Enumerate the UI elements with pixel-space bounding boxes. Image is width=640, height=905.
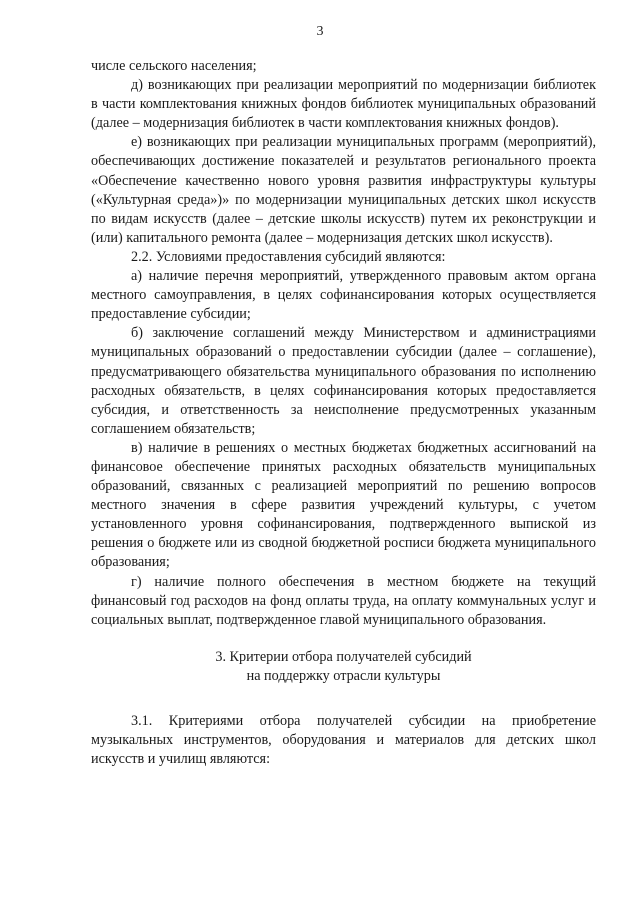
page-number: 3 <box>316 24 324 39</box>
paragraph-condition-g: г) наличие полного обеспечения в местном бюджете на текущий финансовый год расходов на фонд оплаты труда, на оплату коммунальных услуг и социальных выплат, подтвержденное главой муниципального образования. <box>91 573 596 628</box>
section-heading <box>91 648 596 686</box>
paragraph-2-2: 2.2. Условиями предоставления субсидий являются: <box>131 248 446 265</box>
paragraph-condition-b: б) заключение соглашений между Министерством и администрациями муниципальных образований о предоставлении субсидии (далее – соглашение), предусматривающего обязательства муниципального образования по исполнению расходных обязательств, в целях софинансирования которых предоставляется субсидия, и ответственность за неисполнение предусмотренных указанным соглашением обязательств; <box>91 325 596 437</box>
section-heading-line-2: на поддержку отрасли культуры <box>246 667 441 684</box>
paragraph-condition-v: в) наличие в решениях о местных бюджетах бюджетных ассигнований на финансовое обеспечение принятых расходных обязательств муниципальных образований, связанных с реализацией мероприятий по решению вопросов местного значения в сфере развития учреждений культуры, с учетом установленного уровня софинансирования, подтвержденного выпиской из решения о бюджете или из сводной бюджетной росписи бюджета муниципального образования; <box>91 439 596 571</box>
paragraph-item-e: е) возникающих при реализации муниципальных программ (мероприятий), обеспечивающих достижение показателей и результатов регионального проекта «Обеспечение качественно нового уровня развития инфраструктуры культуры («Культурная среда»)» по модернизации муниципальных детских школ искусств по видам искусств (далее – детские школы искусств) путем их реконструкции и (или) капитального ремонта (далее – модернизация детских школ искусств). <box>91 134 596 246</box>
section-heading-line-1: 3. Критерии отбора получателей субсидий <box>215 648 472 665</box>
document-body <box>91 57 596 769</box>
paragraph-condition-a: а) наличие перечня мероприятий, утвержденного правовым актом органа местного самоуправления, в целях софинансирования которых осуществляется предоставление субсидии; <box>91 268 596 323</box>
paragraph-item-d: д) возникающих при реализации мероприятий по модернизации библиотек в части комплектования книжных фондов библиотек муниципальных образований (далее – модернизация библиотек в части комплектования книжных фондов). <box>91 77 596 132</box>
paragraph-3-1: 3.1. Критериями отбора получателей субсидии на приобретение музыкальных инструментов, оборудования и материалов для детских школ искусств и училищ являются: <box>91 713 596 768</box>
paragraph-continuation: числе сельского населения; <box>91 58 257 74</box>
